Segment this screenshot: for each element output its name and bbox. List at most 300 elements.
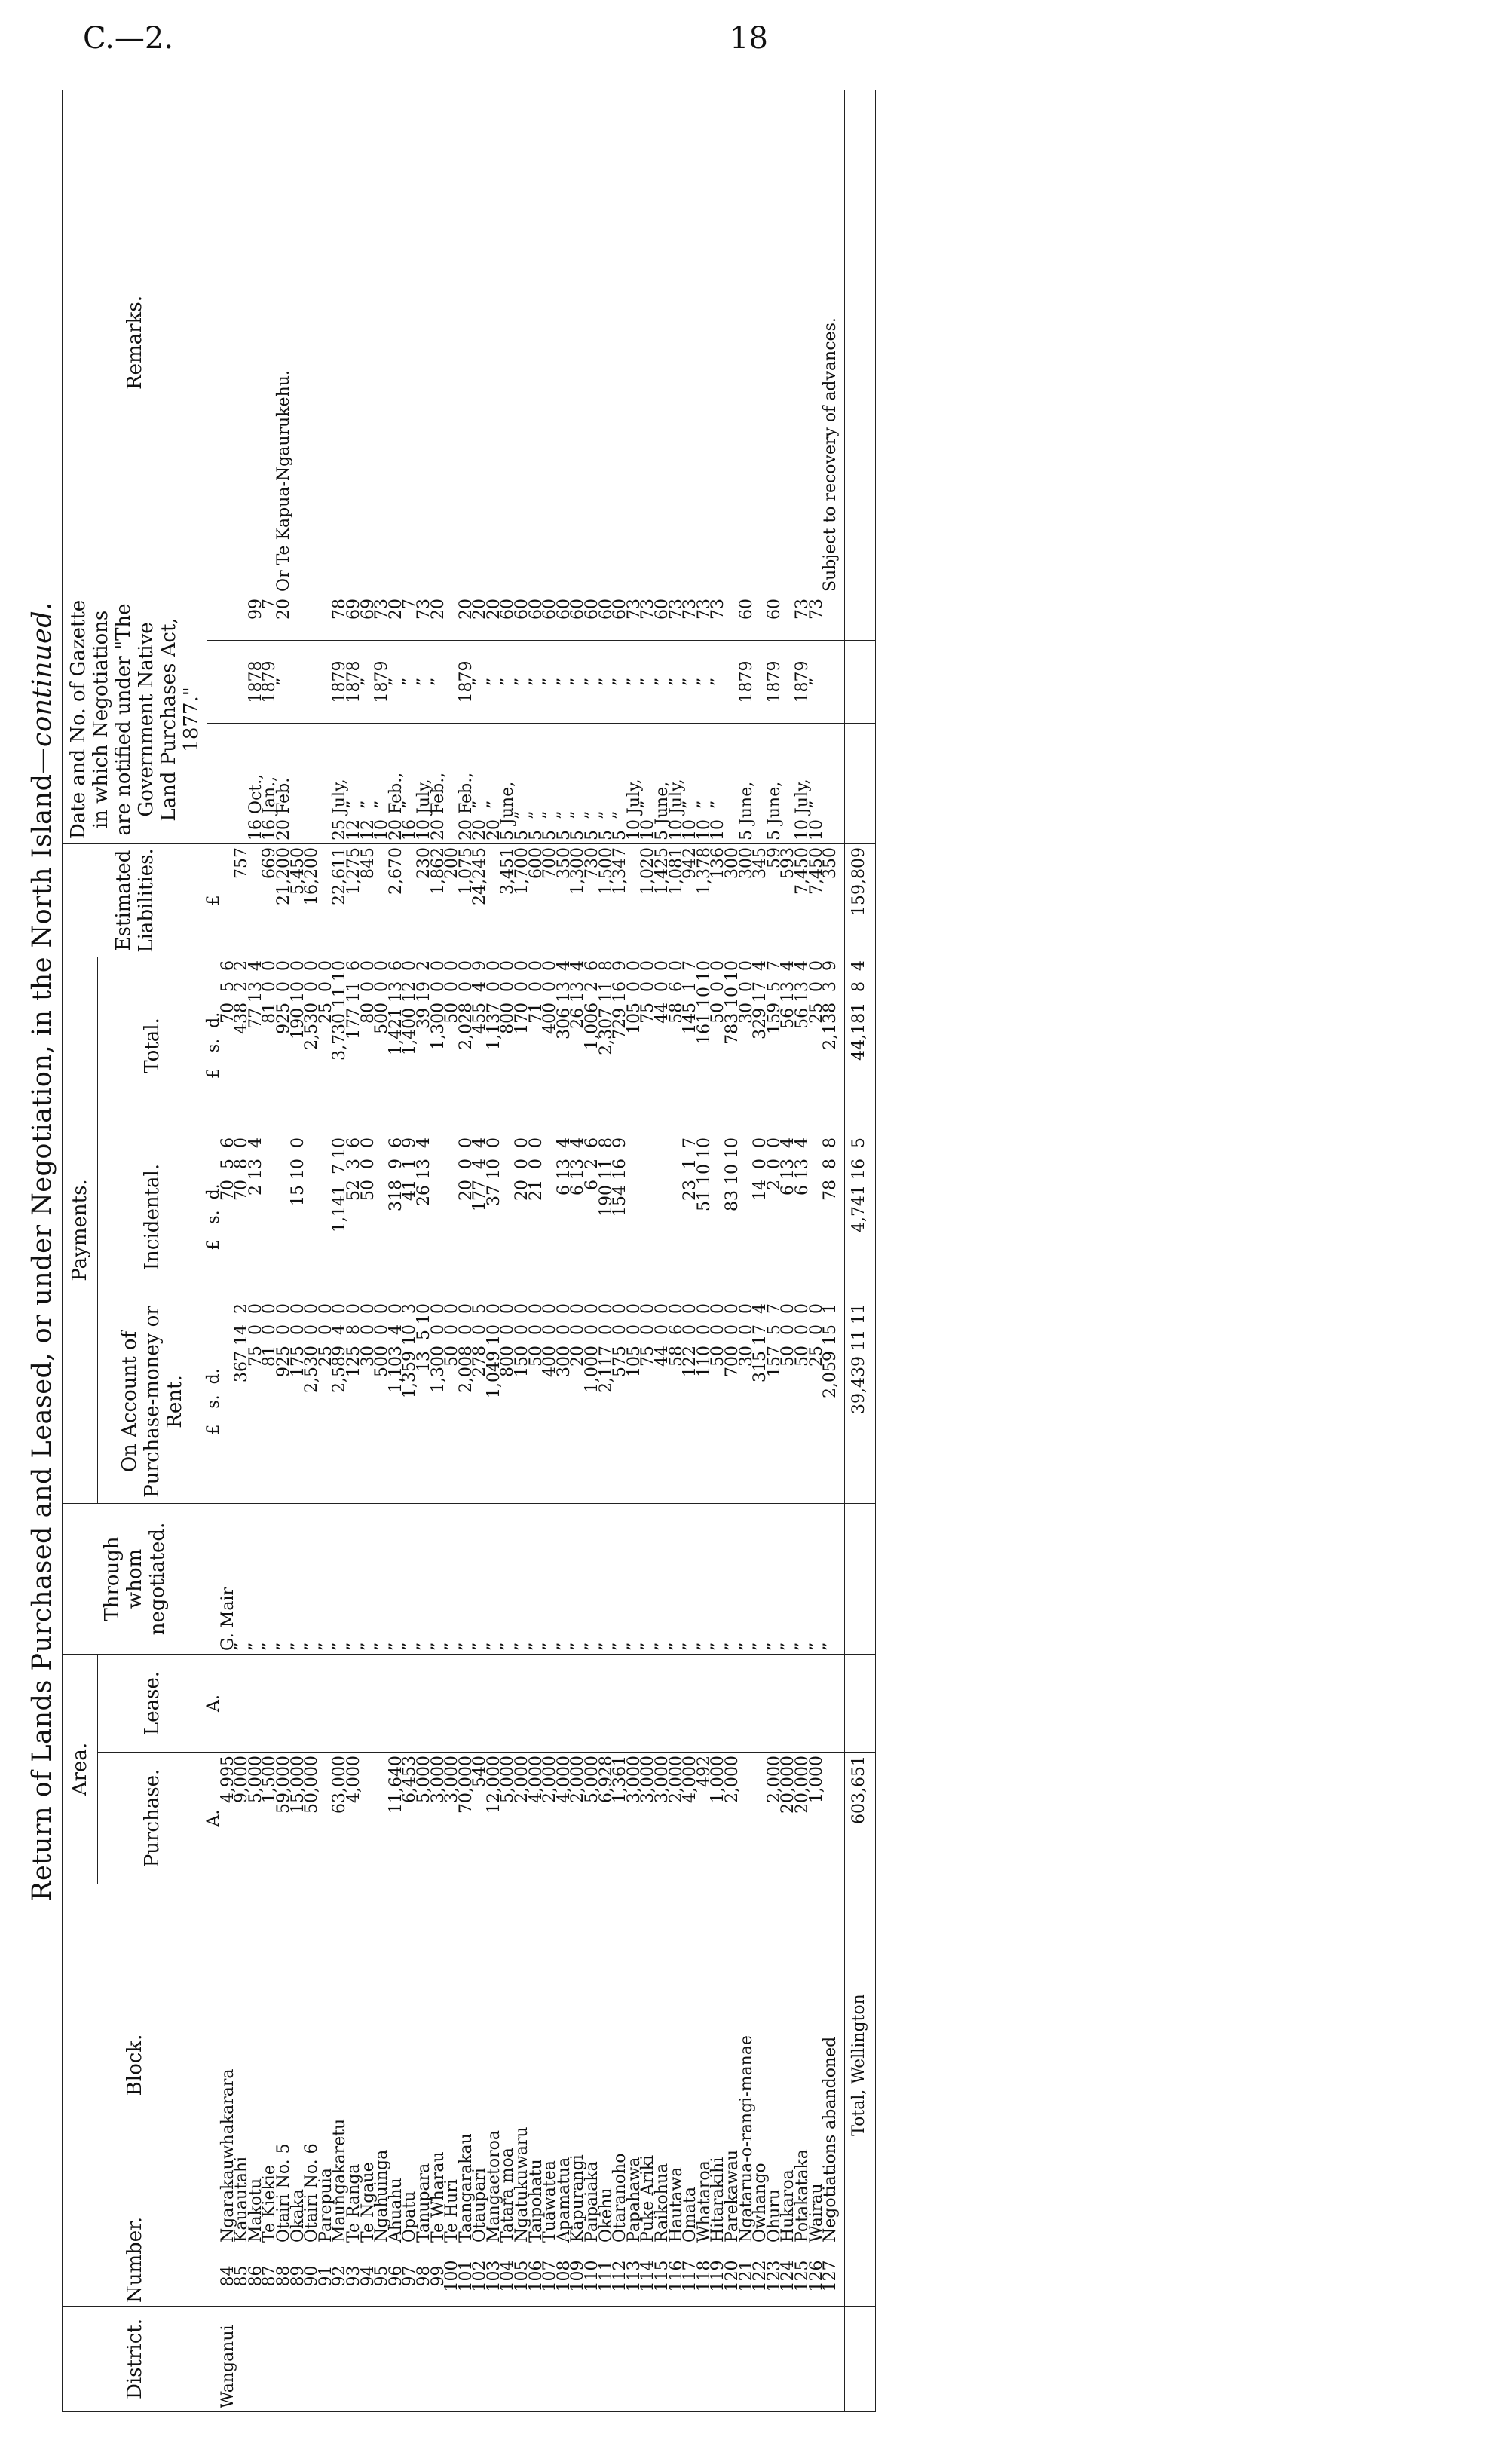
cell-p: 3,000 <box>641 1753 656 1884</box>
cell-n: 102 <box>473 2246 488 2307</box>
cell-el: 1,862 <box>432 843 446 957</box>
cell-b: Owhango <box>754 1884 768 2246</box>
table-row <box>796 90 810 2411</box>
cell-district <box>558 2307 572 2412</box>
title-tail: continued. <box>27 602 57 747</box>
table-row <box>571 90 586 2411</box>
cell-el: 22,611 <box>333 843 347 957</box>
cell-p: 1,000 <box>810 1753 825 1884</box>
col-incidental: Incidental. <box>98 1134 207 1300</box>
total-total: 44,181 8 4 <box>844 957 875 1134</box>
cell-gy: ” <box>390 640 404 723</box>
cell-to: 925 0 0 <box>277 957 292 1134</box>
col-through: Through whom negotiated. <box>63 1503 207 1654</box>
cell-gy: 1878 <box>347 640 362 723</box>
table-row <box>684 90 698 2411</box>
cell-t: ” <box>390 1503 404 1654</box>
cell-district <box>670 2307 684 2412</box>
cell-gn: 20 <box>473 595 488 640</box>
cell-l <box>445 1654 460 1752</box>
table-row <box>824 90 838 2411</box>
cell-gd: 5 ” <box>558 723 572 843</box>
cell-oa: 2,589 4 0 <box>333 1300 347 1503</box>
cell-n: 91 <box>320 2246 334 2307</box>
cell-l <box>628 1654 642 1752</box>
cell-gd: 16 Jan., <box>263 723 277 843</box>
cell-oa: 157 5 7 <box>768 1300 782 1503</box>
cell-oa: 50 0 0 <box>782 1300 796 1503</box>
cell-gn: 60 <box>558 595 572 640</box>
cell-p: 2,000 <box>516 1753 530 1884</box>
cell-n: 101 <box>460 2246 474 2307</box>
cell-district <box>263 2307 277 2412</box>
cell-p: 2,000 <box>726 1753 740 1884</box>
table-row <box>277 90 292 2411</box>
cell-gd: 5 ” <box>600 723 614 843</box>
cell-n: 120 <box>726 2246 740 2307</box>
cell-t: ” <box>670 1503 684 1654</box>
cell-gy: 1879 <box>740 640 754 723</box>
table-row <box>754 90 768 2411</box>
cell-t: ” <box>292 1503 306 1654</box>
cell-gd: 5 June, <box>656 723 670 843</box>
cell-t: ” <box>263 1503 277 1654</box>
cell-oa: 367 14 2 <box>235 1300 249 1503</box>
cell-rm <box>375 90 390 595</box>
cell-el: 1,425 <box>656 843 670 957</box>
unit-incidental: £ s. d. <box>207 1134 222 1300</box>
cell-el: 350 <box>824 843 838 957</box>
cell-b: Puke Ariki <box>641 1884 656 2246</box>
cell-gn: 60 <box>516 595 530 640</box>
cell-in: 20 0 0 <box>460 1134 474 1300</box>
cell-to: 729 16 9 <box>614 957 628 1134</box>
cell-oa: 2,008 0 0 <box>460 1300 474 1503</box>
cell-to: 177 11 6 <box>347 957 362 1134</box>
cell-p: 2,000 <box>543 1753 558 1884</box>
cell-rm <box>516 90 530 595</box>
rotated-return-table <box>23 90 1425 2412</box>
cell-district <box>614 2307 628 2412</box>
cell-rm <box>628 90 642 595</box>
cell-rm <box>235 90 249 595</box>
cell-rm <box>445 90 460 595</box>
cell-b: Tuawatea <box>543 1884 558 2246</box>
cell-oa: 150 0 0 <box>516 1300 530 1503</box>
cell-district <box>347 2307 362 2412</box>
cell-rm <box>222 90 236 595</box>
cell-gd: 20 Feb. <box>277 723 292 843</box>
cell-gd: 10 July, <box>796 723 810 843</box>
cell-n: 122 <box>754 2246 768 2307</box>
table-row <box>558 90 572 2411</box>
cell-district <box>810 2307 825 2412</box>
cell-p: 6,453 <box>403 1753 418 1884</box>
cell-t: ” <box>333 1503 347 1654</box>
cell-gy: ” <box>641 640 656 723</box>
cell-oa: 1,000 0 0 <box>586 1300 600 1503</box>
cell-oa: 300 0 0 <box>558 1300 572 1503</box>
cell-gd <box>222 723 236 843</box>
cell-gy: ” <box>488 640 502 723</box>
cell-to: 71 0 0 <box>530 957 544 1134</box>
cell-in: 2 0 0 <box>768 1134 782 1300</box>
cell-oa: 400 0 0 <box>543 1300 558 1503</box>
cell-p: 540 <box>473 1753 488 1884</box>
cell-b: Te Ranga <box>347 1884 362 2246</box>
cell-t: ” <box>543 1503 558 1654</box>
table-row <box>445 90 460 2411</box>
cell-l <box>726 1654 740 1752</box>
cell-gn: 60 <box>740 595 754 640</box>
page-number: 18 <box>730 21 768 56</box>
cell-in: 83 10 10 <box>726 1134 740 1300</box>
cell-district <box>530 2307 544 2412</box>
cell-n: 109 <box>571 2246 586 2307</box>
cell-to: 26 13 4 <box>571 957 586 1134</box>
cell-gd: 5 June, <box>740 723 754 843</box>
cell-gn: 69 <box>347 595 362 640</box>
cell-gn: 73 <box>375 595 390 640</box>
cell-in: 70 8 0 <box>235 1134 249 1300</box>
cell-oa: 1,103 4 0 <box>390 1300 404 1503</box>
cell-n: 112 <box>614 2246 628 2307</box>
cell-p: 59,000 <box>277 1753 292 1884</box>
cell-rm <box>390 90 404 595</box>
cell-to: 77 13 4 <box>249 957 264 1134</box>
cell-gd: 12 ” <box>362 723 376 843</box>
cell-gd: 20 ” <box>488 723 502 843</box>
cell-n: 115 <box>656 2246 670 2307</box>
cell-l <box>684 1654 698 1752</box>
cell-l <box>263 1654 277 1752</box>
cell-l <box>543 1654 558 1752</box>
cell-gd: 10 July, <box>670 723 684 843</box>
cell-rm <box>530 90 544 595</box>
total-purchase: 603,651 <box>844 1753 875 1884</box>
cell-gd: 5 ” <box>614 723 628 843</box>
cell-district <box>277 2307 292 2412</box>
cell-to: 170 0 0 <box>516 957 530 1134</box>
cell-b: Apamatua <box>558 1884 572 2246</box>
cell-rm: Subject to recovery of advances. <box>824 90 838 595</box>
cell-gy: ” <box>614 640 628 723</box>
col-liabilities: Estimated Liabilities. <box>63 843 207 957</box>
cell-l <box>235 1654 249 1752</box>
table-row <box>347 90 362 2411</box>
table-row <box>656 90 670 2411</box>
cell-gn: 60 <box>501 595 516 640</box>
cell-l <box>698 1654 712 1752</box>
cell-oa: 1,300 0 0 <box>432 1300 446 1503</box>
cell-n: 106 <box>530 2246 544 2307</box>
col-on-account: On Account of Purchase-money or Rent. <box>98 1300 207 1503</box>
cell-b: Ngatarua-o-rangi-manae <box>740 1884 754 2246</box>
cell-gd: 10 ” <box>712 723 726 843</box>
cell-p: 20,000 <box>796 1753 810 1884</box>
cell-gy: 1878 <box>249 640 264 723</box>
cell-n: 108 <box>558 2246 572 2307</box>
cell-oa: 575 0 0 <box>614 1300 628 1503</box>
cell-gn: 73 <box>670 595 684 640</box>
cell-n: 121 <box>740 2246 754 2307</box>
cell-b: Hukaroa <box>782 1884 796 2246</box>
cell-to: 438 2 2 <box>235 957 249 1134</box>
cell-gn: 73 <box>712 595 726 640</box>
cell-oa: 50 0 0 <box>796 1300 810 1503</box>
cell-el: 700 <box>543 843 558 957</box>
cell-t: ” <box>824 1503 838 1654</box>
cell-b: Te Kiekie <box>263 1884 277 2246</box>
cell-t: ” <box>726 1503 740 1654</box>
cell-el: 1,081 <box>670 843 684 957</box>
cell-n: 87 <box>263 2246 277 2307</box>
cell-rm <box>418 90 432 595</box>
cell-gd: 10 July, <box>628 723 642 843</box>
cell-gd: 25 July, <box>333 723 347 843</box>
cell-l <box>347 1654 362 1752</box>
cell-district <box>403 2307 418 2412</box>
cell-l <box>810 1654 825 1752</box>
cell-p: 11,640 <box>390 1753 404 1884</box>
cell-l <box>460 1654 474 1752</box>
cell-b: Hautawa <box>670 1884 684 2246</box>
cell-gn: 20 <box>488 595 502 640</box>
cell-t: ” <box>488 1503 502 1654</box>
cell-b: Ngahuinga <box>375 1884 390 2246</box>
cell-rm <box>698 90 712 595</box>
cell-t: ” <box>530 1503 544 1654</box>
cell-gy <box>824 640 838 723</box>
cell-in: 6 13 4 <box>796 1134 810 1300</box>
cell-el: 300 <box>726 843 740 957</box>
cell-b: Opatu <box>403 1884 418 2246</box>
cell-gn: 60 <box>586 595 600 640</box>
cell-district <box>375 2307 390 2412</box>
cell-oa: 278 0 5 <box>473 1300 488 1503</box>
cell-b: Omata <box>684 1884 698 2246</box>
cell-t: ” <box>501 1503 516 1654</box>
cell-n: 127 <box>824 2246 838 2307</box>
cell-gn: 73 <box>698 595 712 640</box>
cell-oa: 110 0 0 <box>698 1300 712 1503</box>
cell-gn: 73 <box>628 595 642 640</box>
cell-p: 3,000 <box>445 1753 460 1884</box>
cell-rm <box>782 90 796 595</box>
cell-to: 455 4 9 <box>473 957 488 1134</box>
cell-to: 306 13 4 <box>558 957 572 1134</box>
cell-gn: 60 <box>543 595 558 640</box>
cell-t: ” <box>445 1503 460 1654</box>
cell-gd: 20 Feb., <box>390 723 404 843</box>
cell-gy: ” <box>712 640 726 723</box>
cell-p: 3,000 <box>628 1753 642 1884</box>
cell-district <box>726 2307 740 2412</box>
cell-rm <box>362 90 376 595</box>
cell-p: 70,000 <box>460 1753 474 1884</box>
cell-oa: 2,530 0 0 <box>305 1300 320 1503</box>
cell-to: 75 0 0 <box>641 957 656 1134</box>
cell-gd: 10 July, <box>418 723 432 843</box>
cell-oa: 800 0 0 <box>501 1300 516 1503</box>
cell-gn: 20 <box>432 595 446 640</box>
cell-p: 4,000 <box>684 1753 698 1884</box>
cell-gy: ” <box>684 640 698 723</box>
cell-gd: 5 ” <box>571 723 586 843</box>
cell-b: Potakataka <box>796 1884 810 2246</box>
cell-oa: 30 0 0 <box>362 1300 376 1503</box>
cell-b: Te Ngaue <box>362 1884 376 2246</box>
cell-in: 190 11 8 <box>600 1134 614 1300</box>
col-purchase: Purchase. <box>98 1753 207 1884</box>
cell-t: ” <box>782 1503 796 1654</box>
cell-el: 3,451 <box>501 843 516 957</box>
total-liabilities: 159,809 <box>844 843 875 957</box>
cell-to: 1,137 0 0 <box>488 957 502 1134</box>
cell-l <box>530 1654 544 1752</box>
cell-t: ” <box>656 1503 670 1654</box>
cell-t: G. Mair <box>222 1503 236 1654</box>
cell-oa: 58 6 0 <box>670 1300 684 1503</box>
cell-gn: 20 <box>277 595 292 640</box>
cell-gd: 5 ” <box>543 723 558 843</box>
cell-el: 845 <box>362 843 376 957</box>
cell-b: Whataroa <box>698 1884 712 2246</box>
cell-el: 350 <box>558 843 572 957</box>
cell-rm <box>432 90 446 595</box>
cell-to: 25 0 0 <box>810 957 825 1134</box>
table-row <box>222 90 236 2411</box>
cell-gd: 20 Feb., <box>460 723 474 843</box>
cell-b: Tanupara <box>418 1884 432 2246</box>
cell-el: 2,670 <box>390 843 404 957</box>
cell-in: 6 2 6 <box>586 1134 600 1300</box>
cell-gd: 10 ” <box>641 723 656 843</box>
cell-t: ” <box>249 1503 264 1654</box>
cell-to: 56 13 4 <box>782 957 796 1134</box>
cell-rm <box>754 90 768 595</box>
cell-gy: 1879 <box>796 640 810 723</box>
cell-district <box>333 2307 347 2412</box>
cell-gd: 16 ” <box>403 723 418 843</box>
cell-district <box>445 2307 460 2412</box>
cell-n: 88 <box>277 2246 292 2307</box>
cell-to: 145 1 7 <box>684 957 698 1134</box>
table-row <box>362 90 376 2411</box>
cell-in: 26 13 4 <box>418 1134 432 1300</box>
cell-l <box>571 1654 586 1752</box>
cell-rm <box>558 90 572 595</box>
cell-to: 2,307 11 8 <box>600 957 614 1134</box>
cell-l <box>768 1654 782 1752</box>
cell-t: ” <box>571 1503 586 1654</box>
cell-district <box>824 2307 838 2412</box>
cell-in: 2 13 4 <box>249 1134 264 1300</box>
cell-p: 3,000 <box>656 1753 670 1884</box>
table-row <box>641 90 656 2411</box>
cell-n: 85 <box>235 2246 249 2307</box>
cell-district <box>473 2307 488 2412</box>
cell-oa: 25 0 0 <box>320 1300 334 1503</box>
cell-gy: ” <box>571 640 586 723</box>
cell-to: 159 5 7 <box>768 957 782 1134</box>
cell-gn: 60 <box>768 595 782 640</box>
cell-gy: ” <box>516 640 530 723</box>
cell-district <box>488 2307 502 2412</box>
cell-p: 5,000 <box>501 1753 516 1884</box>
cell-gy: ” <box>277 640 292 723</box>
cell-rm <box>501 90 516 595</box>
cell-to: 1,006 2 6 <box>586 957 600 1134</box>
cell-gn <box>222 595 236 640</box>
cell-gn: 7 <box>403 595 418 640</box>
cell-gy: ” <box>558 640 572 723</box>
cell-in: 318 9 6 <box>390 1134 404 1300</box>
cell-gn <box>824 595 838 640</box>
cell-b: Otaranoho <box>614 1884 628 2246</box>
cell-t: ” <box>516 1503 530 1654</box>
cell-p: 492 <box>698 1753 712 1884</box>
cell-district <box>600 2307 614 2412</box>
cell-gn: 60 <box>656 595 670 640</box>
cell-district <box>320 2307 334 2412</box>
units-row <box>207 90 222 2411</box>
cell-to: 70 5 6 <box>222 957 236 1134</box>
cell-l <box>670 1654 684 1752</box>
cell-rm <box>600 90 614 595</box>
cell-rm <box>333 90 347 595</box>
table-row <box>292 90 306 2411</box>
cell-in <box>656 1134 670 1300</box>
cell-to: 500 0 0 <box>375 957 390 1134</box>
cell-rm <box>712 90 726 595</box>
cell-p: 4,000 <box>530 1753 544 1884</box>
cell-oa: 30 0 0 <box>740 1300 754 1503</box>
col-block: Block. <box>63 1884 207 2246</box>
cell-oa: 20 0 0 <box>571 1300 586 1503</box>
table-row <box>390 90 404 2411</box>
cell-l <box>362 1654 376 1752</box>
cell-el: 730 <box>586 843 600 957</box>
cell-b: Taipohatu <box>530 1884 544 2246</box>
cell-n: 93 <box>347 2246 362 2307</box>
cell-l <box>516 1654 530 1752</box>
cell-gn: 60 <box>614 595 628 640</box>
cell-gy <box>292 640 306 723</box>
cell-l <box>305 1654 320 1752</box>
cell-in: 70 5 6 <box>222 1134 236 1300</box>
cell-b: Paipaiaka <box>586 1884 600 2246</box>
cell-el: 24,245 <box>473 843 488 957</box>
cell-to: 2,530 0 0 <box>305 957 320 1134</box>
cell-gd: 5 ” <box>530 723 544 843</box>
cell-gn: 99 <box>249 595 264 640</box>
table-row <box>460 90 474 2411</box>
cell-l <box>740 1654 754 1752</box>
table-row <box>530 90 544 2411</box>
cell-n: 104 <box>501 2246 516 2307</box>
cell-gd: 16 Oct., <box>249 723 264 843</box>
cell-b: Hitarakihi <box>712 1884 726 2246</box>
cell-l <box>390 1654 404 1752</box>
col-remarks: Remarks. <box>63 90 207 595</box>
cell-p: 5,000 <box>249 1753 264 1884</box>
cell-to: 25 0 0 <box>320 957 334 1134</box>
table-row <box>698 90 712 2411</box>
cell-oa: 925 0 0 <box>277 1300 292 1503</box>
cell-gn: 73 <box>641 595 656 640</box>
cell-n: 119 <box>712 2246 726 2307</box>
